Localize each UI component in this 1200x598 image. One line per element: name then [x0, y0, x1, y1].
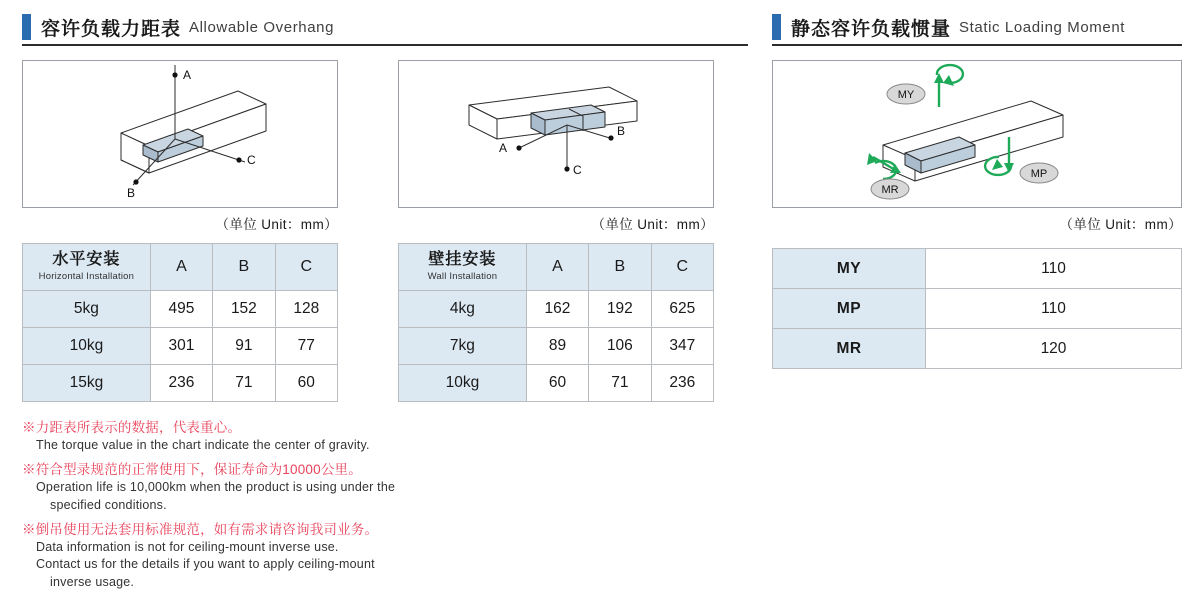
notes-block	[22, 413, 492, 592]
figure-wall-installation	[398, 60, 714, 208]
wall-installation-drawing	[399, 61, 713, 207]
column-header-c: C	[275, 244, 337, 291]
figure3-label-my	[887, 84, 925, 104]
cell-c: 625	[651, 291, 713, 328]
row-label: 7kg	[399, 328, 527, 365]
table-row	[773, 289, 1182, 329]
cell-b: 91	[213, 328, 275, 365]
cell-c: 236	[651, 365, 713, 402]
section-title-en: Static Loading Moment	[959, 18, 1126, 36]
cell-b: 106	[589, 328, 651, 365]
table-row	[773, 329, 1182, 369]
column-header-b: B	[589, 244, 651, 291]
figure2-label-c: C	[573, 163, 582, 177]
section-header-static-loading-moment	[772, 12, 1125, 42]
cell-a: 89	[526, 328, 588, 365]
row-label-mr: MR	[773, 329, 926, 369]
cell-b: 192	[589, 291, 651, 328]
row-value-mp: 110	[926, 289, 1182, 329]
header-rule-left	[22, 44, 748, 46]
note-line: ※力距表所表示的数据，代表重心。	[22, 420, 242, 435]
column-header-a: A	[150, 244, 212, 291]
table-row	[399, 365, 714, 402]
cell-c: 60	[275, 365, 337, 402]
table-row	[399, 328, 714, 365]
table-row	[23, 291, 338, 328]
table-header-cn: 水平安装	[52, 251, 121, 269]
cell-a: 162	[526, 291, 588, 328]
figure-horizontal-installation	[22, 60, 338, 208]
figure1-label-b: B	[127, 186, 136, 200]
row-label-my: MY	[773, 249, 926, 289]
header-accent-bar	[22, 14, 31, 40]
table-header-en: Horizontal Installation	[38, 270, 135, 282]
header-accent-bar	[772, 14, 781, 40]
figure2-label-a: A	[499, 141, 508, 155]
figure1-label-c: C	[247, 153, 256, 167]
row-label: 15kg	[23, 365, 151, 402]
table-row	[23, 328, 338, 365]
cell-a: 60	[526, 365, 588, 402]
table-row	[23, 244, 338, 291]
svg-text:MY: MY	[897, 89, 915, 101]
figure2-label-b: B	[617, 124, 626, 138]
note-line: Data information is not for ceiling-mount inverse use.	[36, 539, 339, 554]
figure3-label-mr	[871, 179, 909, 199]
table-row	[23, 365, 338, 402]
note-line: ※倒吊使用无法套用标准规范，如有需求请咨询我司业务。	[22, 521, 379, 537]
table-horizontal-installation	[22, 243, 338, 402]
cell-a: 495	[150, 291, 212, 328]
column-header-b: B	[213, 244, 275, 291]
table-wall-installation	[398, 243, 714, 402]
note-line: Contact us for the details if you want to apply ceiling-mount	[36, 557, 375, 572]
column-header-a: A	[526, 244, 588, 291]
row-value-mr: 120	[926, 329, 1182, 369]
table-header-en: Wall Installation	[427, 270, 498, 282]
note-line: ※符合型录规范的正常使用下，保证寿命为10000公里。	[22, 461, 362, 477]
row-value-my: 110	[926, 249, 1182, 289]
row-label: 5kg	[23, 291, 151, 328]
table-header-horizontal	[23, 244, 151, 291]
cell-b: 152	[213, 291, 275, 328]
column-header-c: C	[651, 244, 713, 291]
unit-label-figure3: （单位 Unit：mm）	[1059, 217, 1182, 232]
unit-label-figure2: （单位 Unit：mm）	[591, 217, 714, 232]
svg-text:MP: MP	[1030, 168, 1048, 180]
figure3-label-mp	[1020, 163, 1058, 183]
header-rule-right	[772, 44, 1182, 46]
static-loading-moment-drawing	[773, 61, 1181, 207]
row-label: 10kg	[23, 328, 151, 365]
table-row	[399, 291, 714, 328]
unit-label-figure1: （单位 Unit：mm）	[215, 217, 338, 232]
cell-a: 236	[150, 365, 212, 402]
note-line: The torque value in the chart indicate the center of gravity.	[36, 438, 370, 453]
table-header-wall	[399, 244, 527, 291]
figure1-label-a: A	[183, 68, 192, 82]
row-label: 10kg	[399, 365, 527, 402]
section-header-allowable-overhang	[22, 12, 334, 42]
section-title-en: Allowable Overhang	[189, 18, 335, 36]
table-static-loading-moment	[772, 248, 1182, 369]
table-row	[399, 244, 714, 291]
row-label: 4kg	[399, 291, 527, 328]
note-line: Operation life is 10,000km when the product is using under the	[36, 480, 396, 495]
note-line: inverse usage.	[50, 575, 135, 590]
table-header-cn: 壁挂安装	[428, 251, 497, 269]
cell-c: 128	[275, 291, 337, 328]
section-title-cn: 静态容许负载惯量	[791, 18, 952, 40]
cell-b: 71	[589, 365, 651, 402]
svg-text:MR: MR	[881, 184, 899, 196]
cell-c: 77	[275, 328, 337, 365]
note-line: specified conditions.	[50, 497, 167, 512]
figure-static-loading-moment	[772, 60, 1182, 208]
cell-a: 301	[150, 328, 212, 365]
cell-b: 71	[213, 365, 275, 402]
table-row	[773, 249, 1182, 289]
row-label-mp: MP	[773, 289, 926, 329]
horizontal-installation-drawing	[23, 61, 337, 207]
section-title-cn: 容许负载力距表	[41, 18, 182, 40]
cell-c: 347	[651, 328, 713, 365]
